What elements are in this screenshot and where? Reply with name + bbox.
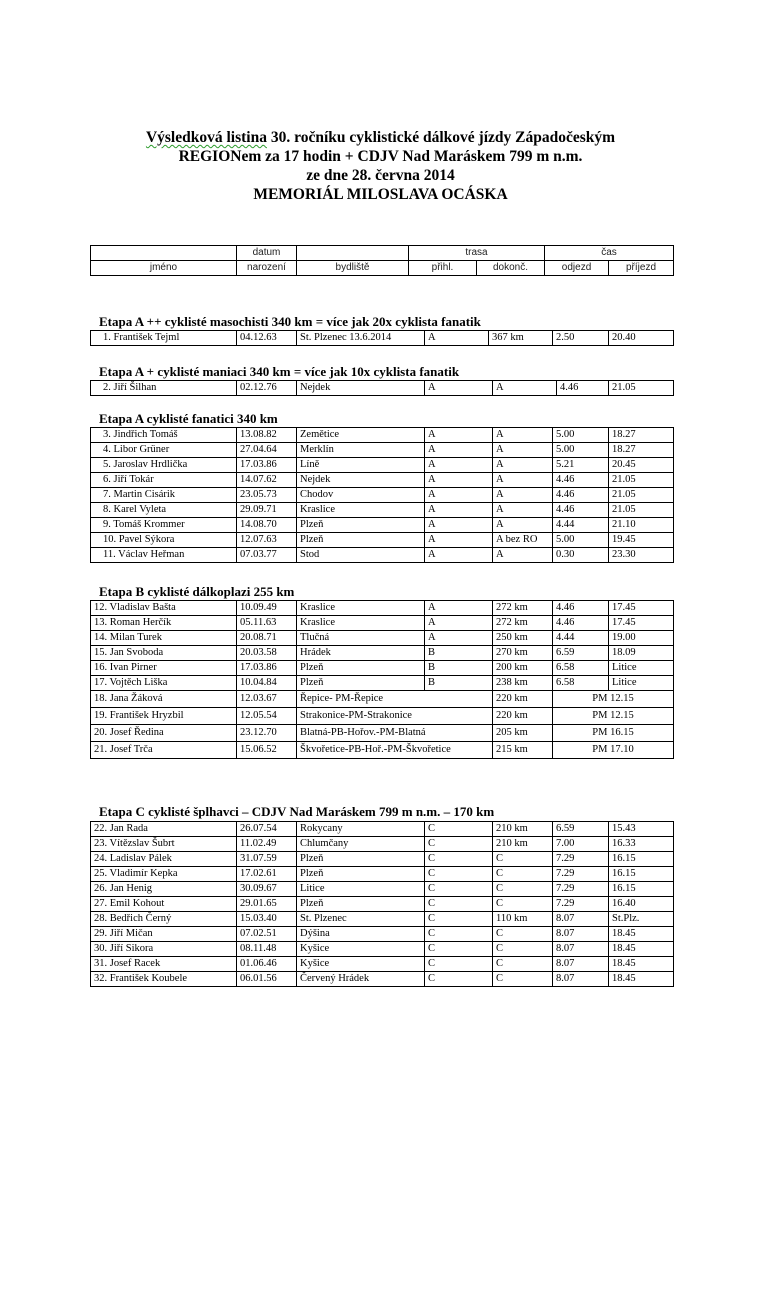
cell-completed: 367 km xyxy=(489,331,553,346)
cell-registered: A xyxy=(425,548,493,563)
cell-completed: C xyxy=(493,972,553,987)
cell-completed: 210 km xyxy=(493,822,553,837)
cell-departure: 0.30 xyxy=(553,548,609,563)
cell-residence: St. Plzenec 13.6.2014 xyxy=(297,331,425,346)
cell-name: 27. Emil Kohout xyxy=(91,897,237,912)
cell-arrival: Litice xyxy=(609,661,674,676)
title-line-1 xyxy=(0,128,761,147)
cell-registered: A xyxy=(425,503,493,518)
cell-name: 23. Vítězslav Šubrt xyxy=(91,837,237,852)
cell-birthdate: 30.09.67 xyxy=(237,882,297,897)
cell-residence: St. Plzenec xyxy=(297,912,425,927)
cell-name: 12. Vladislav Bašta xyxy=(91,601,237,616)
cell-arrival: 21.10 xyxy=(609,518,674,533)
cell-name: 25. Vladimír Kepka xyxy=(91,867,237,882)
table-row xyxy=(91,742,674,759)
cell-birthdate: 14.07.62 xyxy=(237,473,297,488)
cell-completed: C xyxy=(493,852,553,867)
cell-departure: 8.07 xyxy=(553,927,609,942)
cell-registered: A xyxy=(425,428,493,443)
cell-birthdate: 01.06.46 xyxy=(237,957,297,972)
header-cell-dokonc: dokonč. xyxy=(477,261,545,276)
cell-completed: C xyxy=(493,927,553,942)
cell-arrival: 20.45 xyxy=(609,458,674,473)
cell-name: 20. Josef Ředina xyxy=(91,725,237,742)
cell-arrival: St.Plz. xyxy=(609,912,674,927)
section-title-a: Etapa A cyklisté fanatici 340 km xyxy=(99,411,278,426)
cell-name: 19. František Hryzbil xyxy=(91,708,237,725)
cell-completed: 220 km xyxy=(493,691,553,708)
cell-arrival: 18.45 xyxy=(609,927,674,942)
cell-registered: A xyxy=(425,381,493,396)
cell-registered: A xyxy=(425,473,493,488)
cell-residence: Plzeň xyxy=(297,533,425,548)
cell-departure: 7.29 xyxy=(553,852,609,867)
header-cell-blank xyxy=(91,246,237,261)
cell-registered: A xyxy=(425,331,489,346)
cell-name: 32. František Koubele xyxy=(91,972,237,987)
cell-registered: C xyxy=(425,912,493,927)
cell-arrival: 21.05 xyxy=(609,381,674,396)
title-line-2: REGIONem za 17 hodin + CDJV Nad Maráskem 799 m n.m. xyxy=(178,148,583,165)
cell-completed: 110 km xyxy=(493,912,553,927)
title-line-1-rest: 30. ročníku cyklistické dálkové jízdy Západočeským xyxy=(266,129,616,146)
cell-residence: Nejdek xyxy=(297,473,425,488)
header-cell-jmeno: jméno xyxy=(91,261,237,276)
table-row xyxy=(91,616,674,631)
cell-departure: 4.46 xyxy=(553,616,609,631)
table-row xyxy=(91,867,674,882)
table-row xyxy=(91,661,674,676)
cell-birthdate: 10.09.49 xyxy=(237,601,297,616)
cell-registered: C xyxy=(425,852,493,867)
cell-completed: A xyxy=(493,488,553,503)
header-cell-prijezd: příjezd xyxy=(609,261,674,276)
header-cell-odjezd: odjezd xyxy=(545,261,609,276)
cell-residence: Tlučná xyxy=(297,631,425,646)
section-title-c: Etapa C cyklisté šplhavci – CDJV Nad Maráskem 799 m n.m. – 170 km xyxy=(99,804,495,819)
cell-departure: 6.58 xyxy=(553,676,609,691)
cell-completed: A xyxy=(493,381,557,396)
cell-name: 31. Josef Racek xyxy=(91,957,237,972)
cell-registered: C xyxy=(425,822,493,837)
cell-birthdate: 29.09.71 xyxy=(237,503,297,518)
table-row xyxy=(91,473,674,488)
table-row xyxy=(91,972,674,987)
cell-residence: Plzeň xyxy=(297,867,425,882)
title-line-4: MEMORIÁL MILOSLAVA OCÁSKA xyxy=(253,186,508,203)
cell-registered: A xyxy=(425,488,493,503)
table-row xyxy=(91,548,674,563)
cell-registered: A xyxy=(425,443,493,458)
title-line-3: ze dne 28. června 2014 xyxy=(306,167,455,184)
cell-name: 3. Jindřich Tomáš xyxy=(91,428,237,443)
cell-residence: Strakonice-PM-Strakonice xyxy=(297,708,493,725)
cell-name: 16. Ivan Pirner xyxy=(91,661,237,676)
header-cell-trasa: trasa xyxy=(409,246,545,261)
cell-residence: Červený Hrádek xyxy=(297,972,425,987)
cell-birthdate: 12.07.63 xyxy=(237,533,297,548)
cell-completed: C xyxy=(493,882,553,897)
results-table-b xyxy=(90,600,674,759)
cell-departure: 6.59 xyxy=(553,822,609,837)
cell-residence: Blatná-PB-Hořov.-PM-Blatná xyxy=(297,725,493,742)
cell-completed: 215 km xyxy=(493,742,553,759)
cell-departure: 8.07 xyxy=(553,912,609,927)
cell-departure: 4.46 xyxy=(557,381,609,396)
cell-completed: C xyxy=(493,897,553,912)
cell-departure: 7.29 xyxy=(553,882,609,897)
table-row xyxy=(91,912,674,927)
cell-residence: Nejdek xyxy=(297,381,425,396)
cell-birthdate: 08.11.48 xyxy=(237,942,297,957)
table-row xyxy=(91,708,674,725)
cell-residence: Zemětice xyxy=(297,428,425,443)
section-title-a-plus-plus: Etapa A ++ cyklisté masochisti 340 km = více jak 20x cyklista fanatik xyxy=(99,314,481,329)
cell-birthdate: 06.01.56 xyxy=(237,972,297,987)
cell-registered: C xyxy=(425,867,493,882)
cell-name: 21. Josef Trča xyxy=(91,742,237,759)
section-title-a-plus: Etapa A + cyklisté maniaci 340 km = více jak 10x cyklista fanatik xyxy=(99,364,460,379)
cell-registered: B xyxy=(425,661,493,676)
cell-registered: C xyxy=(425,942,493,957)
cell-birthdate: 12.05.54 xyxy=(237,708,297,725)
cell-completed: 270 km xyxy=(493,646,553,661)
cell-birthdate: 14.08.70 xyxy=(237,518,297,533)
cell-birthdate: 15.03.40 xyxy=(237,912,297,927)
cell-departure: 7.00 xyxy=(553,837,609,852)
table-row xyxy=(91,837,674,852)
cell-residence: Rokycany xyxy=(297,822,425,837)
table-row xyxy=(91,691,674,708)
cell-registered: A xyxy=(425,533,493,548)
table-row xyxy=(91,631,674,646)
header-cell-narozeni: narození xyxy=(237,261,297,276)
cell-registered: A xyxy=(425,631,493,646)
header-cell-bydliste: bydliště xyxy=(297,261,409,276)
cell-registered: A xyxy=(425,616,493,631)
table-row xyxy=(91,725,674,742)
cell-birthdate: 17.03.86 xyxy=(237,458,297,473)
cell-name: 14. Milan Turek xyxy=(91,631,237,646)
cell-name: 26. Jan Henig xyxy=(91,882,237,897)
cell-birthdate: 12.03.67 xyxy=(237,691,297,708)
cell-departure: 8.07 xyxy=(553,957,609,972)
table-row xyxy=(91,381,674,396)
cell-arrival: 16.33 xyxy=(609,837,674,852)
cell-residence: Stod xyxy=(297,548,425,563)
table-row xyxy=(91,882,674,897)
cell-departure: 4.46 xyxy=(553,473,609,488)
cell-departure: 5.00 xyxy=(553,533,609,548)
cell-name: 22. Jan Rada xyxy=(91,822,237,837)
cell-arrival: 18.45 xyxy=(609,942,674,957)
cell-departure: 4.44 xyxy=(553,631,609,646)
cell-arrival: 16.40 xyxy=(609,897,674,912)
cell-arrival: 20.40 xyxy=(609,331,674,346)
cell-residence: Kyšice xyxy=(297,942,425,957)
cell-departure: 5.00 xyxy=(553,428,609,443)
cell-departure: PM 12.15 xyxy=(553,691,674,708)
header-cell-cas: čas xyxy=(545,246,674,261)
cell-residence: Hrádek xyxy=(297,646,425,661)
cell-name: 30. Jiří Sikora xyxy=(91,942,237,957)
table-row xyxy=(91,428,674,443)
table-row xyxy=(91,676,674,691)
cell-registered: A xyxy=(425,601,493,616)
cell-name: 9. Tomáš Krommer xyxy=(91,518,237,533)
cell-completed: 200 km xyxy=(493,661,553,676)
cell-birthdate: 17.02.61 xyxy=(237,867,297,882)
cell-departure: 2.50 xyxy=(553,331,609,346)
cell-birthdate: 20.03.58 xyxy=(237,646,297,661)
cell-completed: 205 km xyxy=(493,725,553,742)
cell-arrival: 21.05 xyxy=(609,488,674,503)
cell-registered: B xyxy=(425,676,493,691)
cell-name: 15. Jan Svoboda xyxy=(91,646,237,661)
cell-birthdate: 29.01.65 xyxy=(237,897,297,912)
cell-completed: A bez RO xyxy=(493,533,553,548)
cell-arrival: 18.09 xyxy=(609,646,674,661)
cell-arrival: 21.05 xyxy=(609,473,674,488)
cell-completed: 272 km xyxy=(493,616,553,631)
cell-name: 13. Roman Herčík xyxy=(91,616,237,631)
cell-residence: Plzeň xyxy=(297,518,425,533)
cell-completed: A xyxy=(493,458,553,473)
cell-name: 10. Pavel Sýkora xyxy=(91,533,237,548)
cell-completed: A xyxy=(493,518,553,533)
cell-departure: 6.59 xyxy=(553,646,609,661)
cell-birthdate: 20.08.71 xyxy=(237,631,297,646)
cell-arrival: 16.15 xyxy=(609,852,674,867)
cell-residence: Kraslice xyxy=(297,601,425,616)
cell-birthdate: 13.08.82 xyxy=(237,428,297,443)
cell-birthdate: 23.05.73 xyxy=(237,488,297,503)
header-row-bottom xyxy=(91,261,674,276)
cell-registered: C xyxy=(425,927,493,942)
cell-arrival: 19.45 xyxy=(609,533,674,548)
cell-registered: A xyxy=(425,458,493,473)
cell-departure: 6.58 xyxy=(553,661,609,676)
cell-name: 6. Jiří Tokár xyxy=(91,473,237,488)
cell-arrival: 17.45 xyxy=(609,601,674,616)
cell-completed: A xyxy=(493,503,553,518)
table-row xyxy=(91,443,674,458)
table-row xyxy=(91,533,674,548)
cell-arrival: 23.30 xyxy=(609,548,674,563)
cell-residence: Litice xyxy=(297,882,425,897)
cell-completed: 272 km xyxy=(493,601,553,616)
cell-birthdate: 23.12.70 xyxy=(237,725,297,742)
cell-residence: Škvořetice-PB-Hoř.-PM-Škvořetice xyxy=(297,742,493,759)
cell-residence: Líně xyxy=(297,458,425,473)
cell-departure: 4.44 xyxy=(553,518,609,533)
cell-departure: 4.46 xyxy=(553,488,609,503)
cell-residence: Dýšina xyxy=(297,927,425,942)
cell-name: 5. Jaroslav Hrdlička xyxy=(91,458,237,473)
cell-arrival: 18.45 xyxy=(609,957,674,972)
cell-birthdate: 17.03.86 xyxy=(237,661,297,676)
cell-arrival: 19.00 xyxy=(609,631,674,646)
cell-registered: C xyxy=(425,882,493,897)
cell-residence: Plzeň xyxy=(297,661,425,676)
cell-departure: 8.07 xyxy=(553,942,609,957)
cell-registered: A xyxy=(425,518,493,533)
table-row xyxy=(91,646,674,661)
cell-departure: PM 17.10 xyxy=(553,742,674,759)
cell-completed: A xyxy=(493,548,553,563)
table-row xyxy=(91,822,674,837)
cell-birthdate: 04.12.63 xyxy=(237,331,297,346)
cell-completed: C xyxy=(493,942,553,957)
table-row xyxy=(91,518,674,533)
cell-birthdate: 31.07.59 xyxy=(237,852,297,867)
table-row xyxy=(91,458,674,473)
cell-birthdate: 10.04.84 xyxy=(237,676,297,691)
table-row xyxy=(91,942,674,957)
column-header-table xyxy=(90,245,674,276)
section-title-b: Etapa B cyklisté dálkoplazi 255 km xyxy=(99,584,295,599)
cell-birthdate: 07.02.51 xyxy=(237,927,297,942)
cell-arrival: 16.15 xyxy=(609,882,674,897)
cell-arrival: 18.27 xyxy=(609,443,674,458)
cell-completed: 220 km xyxy=(493,708,553,725)
cell-arrival: 18.45 xyxy=(609,972,674,987)
cell-residence: Plzeň xyxy=(297,897,425,912)
header-cell-datum: datum xyxy=(237,246,297,261)
cell-arrival: 18.27 xyxy=(609,428,674,443)
cell-completed: A xyxy=(493,473,553,488)
results-table-a-plus-plus xyxy=(90,330,674,346)
cell-residence: Kraslice xyxy=(297,616,425,631)
cell-name: 28. Bedřich Černý xyxy=(91,912,237,927)
cell-residence: Kraslice xyxy=(297,503,425,518)
cell-departure: PM 12.15 xyxy=(553,708,674,725)
cell-name: 24. Ladislav Pálek xyxy=(91,852,237,867)
cell-residence: Merklín xyxy=(297,443,425,458)
cell-birthdate: 27.04.64 xyxy=(237,443,297,458)
results-table-c xyxy=(90,821,674,987)
table-row xyxy=(91,927,674,942)
cell-name: 29. Jiří Mičan xyxy=(91,927,237,942)
cell-completed: 238 km xyxy=(493,676,553,691)
cell-name: 4. Libor Grüner xyxy=(91,443,237,458)
cell-completed: A xyxy=(493,443,553,458)
cell-birthdate: 05.11.63 xyxy=(237,616,297,631)
table-row xyxy=(91,331,674,346)
cell-name: 8. Karel Vyleta xyxy=(91,503,237,518)
cell-arrival: 16.15 xyxy=(609,867,674,882)
cell-completed: C xyxy=(493,867,553,882)
document-title xyxy=(0,128,761,204)
cell-residence: Chodov xyxy=(297,488,425,503)
cell-departure: 4.46 xyxy=(553,601,609,616)
cell-departure: PM 16.15 xyxy=(553,725,674,742)
header-cell-prihl: přihl. xyxy=(409,261,477,276)
cell-birthdate: 02.12.76 xyxy=(237,381,297,396)
cell-residence: Kyšice xyxy=(297,957,425,972)
results-table-a-plus xyxy=(90,380,674,396)
table-row xyxy=(91,601,674,616)
cell-residence: Řepice- PM-Řepice xyxy=(297,691,493,708)
cell-departure: 5.21 xyxy=(553,458,609,473)
table-row xyxy=(91,852,674,867)
cell-completed: A xyxy=(493,428,553,443)
cell-departure: 7.29 xyxy=(553,897,609,912)
cell-completed: 250 km xyxy=(493,631,553,646)
table-row xyxy=(91,897,674,912)
cell-completed: C xyxy=(493,957,553,972)
cell-birthdate: 11.02.49 xyxy=(237,837,297,852)
title-underlined-text: Výsledková listina xyxy=(145,129,267,146)
cell-name: 1. František Tejml xyxy=(91,331,237,346)
cell-registered: B xyxy=(425,646,493,661)
cell-name: 7. Martin Cisárik xyxy=(91,488,237,503)
cell-arrival: 21.05 xyxy=(609,503,674,518)
cell-arrival: 15.43 xyxy=(609,822,674,837)
cell-registered: C xyxy=(425,957,493,972)
cell-departure: 7.29 xyxy=(553,867,609,882)
table-row xyxy=(91,957,674,972)
cell-departure: 4.46 xyxy=(553,503,609,518)
results-table-a xyxy=(90,427,674,563)
cell-registered: C xyxy=(425,837,493,852)
header-row-top xyxy=(91,246,674,261)
cell-arrival: Litice xyxy=(609,676,674,691)
cell-birthdate: 07.03.77 xyxy=(237,548,297,563)
cell-departure: 8.07 xyxy=(553,972,609,987)
cell-name: 2. Jiří Šilhan xyxy=(91,381,237,396)
header-cell-blank xyxy=(297,246,409,261)
table-row xyxy=(91,488,674,503)
table-row xyxy=(91,503,674,518)
cell-arrival: 17.45 xyxy=(609,616,674,631)
cell-name: 17. Vojtěch Liška xyxy=(91,676,237,691)
cell-residence: Chlumčany xyxy=(297,837,425,852)
cell-name: 11. Václav Heřman xyxy=(91,548,237,563)
cell-residence: Plzeň xyxy=(297,852,425,867)
cell-registered: C xyxy=(425,897,493,912)
cell-completed: 210 km xyxy=(493,837,553,852)
cell-registered: C xyxy=(425,972,493,987)
cell-residence: Plzeň xyxy=(297,676,425,691)
cell-departure: 5.00 xyxy=(553,443,609,458)
cell-name: 18. Jana Žáková xyxy=(91,691,237,708)
cell-birthdate: 26.07.54 xyxy=(237,822,297,837)
cell-birthdate: 15.06.52 xyxy=(237,742,297,759)
